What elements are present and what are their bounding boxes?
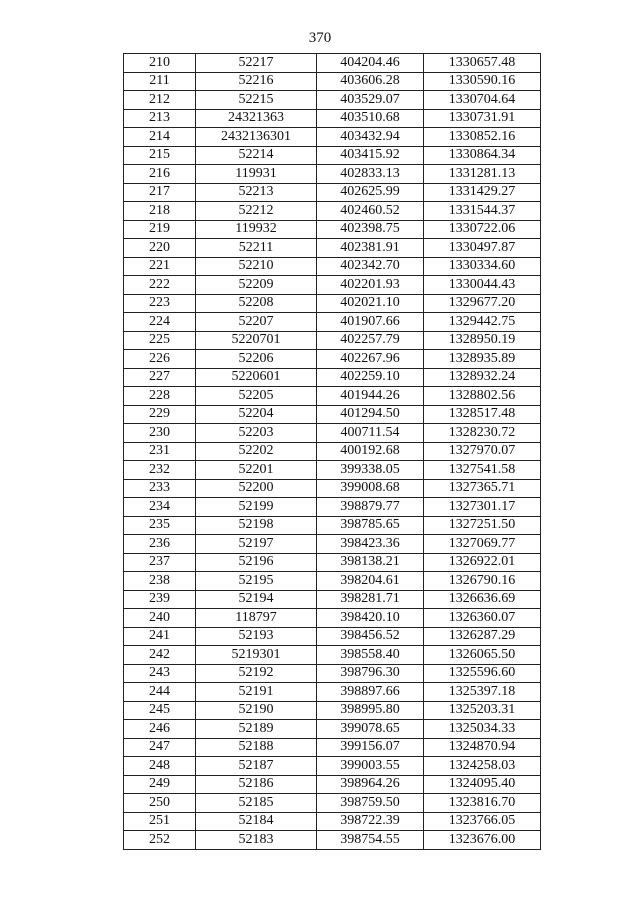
row-number-cell: 246: [124, 720, 196, 739]
table-row: [124, 646, 541, 665]
row-number-cell: 245: [124, 701, 196, 720]
y-coordinate-cell: 1330722.06: [424, 220, 541, 239]
point-id-cell: 52198: [196, 516, 317, 535]
row-number-cell: 211: [124, 72, 196, 91]
x-coordinate-cell: 403510.68: [317, 109, 424, 128]
table-row: [124, 572, 541, 591]
row-number-cell: 212: [124, 91, 196, 110]
point-id-cell: 52216: [196, 72, 317, 91]
y-coordinate-cell: 1327301.17: [424, 498, 541, 517]
row-number-cell: 219: [124, 220, 196, 239]
y-coordinate-cell: 1327970.07: [424, 442, 541, 461]
x-coordinate-cell: 400711.54: [317, 424, 424, 443]
x-coordinate-cell: 402342.70: [317, 257, 424, 276]
row-number-cell: 249: [124, 775, 196, 794]
coordinates-table-body: [124, 54, 541, 850]
x-coordinate-cell: 401294.50: [317, 405, 424, 424]
table-row: [124, 202, 541, 221]
point-id-cell: 52200: [196, 479, 317, 498]
row-number-cell: 235: [124, 516, 196, 535]
row-number-cell: 223: [124, 294, 196, 313]
table-row: [124, 54, 541, 73]
y-coordinate-cell: 1326790.16: [424, 572, 541, 591]
table-row: [124, 757, 541, 776]
table-row: [124, 294, 541, 313]
table-row: [124, 461, 541, 480]
x-coordinate-cell: 402267.96: [317, 350, 424, 369]
row-number-cell: 225: [124, 331, 196, 350]
y-coordinate-cell: 1326922.01: [424, 553, 541, 572]
point-id-cell: 52202: [196, 442, 317, 461]
table-row: [124, 165, 541, 184]
row-number-cell: 220: [124, 239, 196, 258]
row-number-cell: 238: [124, 572, 196, 591]
x-coordinate-cell: 401907.66: [317, 313, 424, 332]
point-id-cell: 52213: [196, 183, 317, 202]
point-id-cell: 52190: [196, 701, 317, 720]
row-number-cell: 218: [124, 202, 196, 221]
x-coordinate-cell: 400192.68: [317, 442, 424, 461]
y-coordinate-cell: 1324258.03: [424, 757, 541, 776]
point-id-cell: 52205: [196, 387, 317, 406]
x-coordinate-cell: 404204.46: [317, 54, 424, 73]
row-number-cell: 215: [124, 146, 196, 165]
table-row: [124, 405, 541, 424]
row-number-cell: 231: [124, 442, 196, 461]
point-id-cell: 52185: [196, 794, 317, 813]
point-id-cell: 52189: [196, 720, 317, 739]
y-coordinate-cell: 1330497.87: [424, 239, 541, 258]
x-coordinate-cell: 402398.75: [317, 220, 424, 239]
x-coordinate-cell: 403606.28: [317, 72, 424, 91]
table-row: [124, 479, 541, 498]
row-number-cell: 234: [124, 498, 196, 517]
row-number-cell: 233: [124, 479, 196, 498]
table-row: [124, 701, 541, 720]
x-coordinate-cell: 403432.94: [317, 128, 424, 147]
y-coordinate-cell: 1325203.31: [424, 701, 541, 720]
y-coordinate-cell: 1328932.24: [424, 368, 541, 387]
row-number-cell: 221: [124, 257, 196, 276]
row-number-cell: 226: [124, 350, 196, 369]
y-coordinate-cell: 1328935.89: [424, 350, 541, 369]
row-number-cell: 239: [124, 590, 196, 609]
row-number-cell: 252: [124, 831, 196, 850]
y-coordinate-cell: 1323676.00: [424, 831, 541, 850]
point-id-cell: 52187: [196, 757, 317, 776]
table-row: [124, 257, 541, 276]
point-id-cell: 52197: [196, 535, 317, 554]
row-number-cell: 222: [124, 276, 196, 295]
x-coordinate-cell: 402625.99: [317, 183, 424, 202]
point-id-cell: 52206: [196, 350, 317, 369]
row-number-cell: 217: [124, 183, 196, 202]
table-row: [124, 664, 541, 683]
x-coordinate-cell: 398558.40: [317, 646, 424, 665]
point-id-cell: 52203: [196, 424, 317, 443]
y-coordinate-cell: 1327541.58: [424, 461, 541, 480]
table-row: [124, 72, 541, 91]
y-coordinate-cell: 1326287.29: [424, 627, 541, 646]
point-id-cell: 52208: [196, 294, 317, 313]
x-coordinate-cell: 399078.65: [317, 720, 424, 739]
point-id-cell: 52192: [196, 664, 317, 683]
row-number-cell: 229: [124, 405, 196, 424]
table-row: [124, 720, 541, 739]
row-number-cell: 244: [124, 683, 196, 702]
y-coordinate-cell: 1327251.50: [424, 516, 541, 535]
row-number-cell: 241: [124, 627, 196, 646]
x-coordinate-cell: 399338.05: [317, 461, 424, 480]
row-number-cell: 227: [124, 368, 196, 387]
table-row: [124, 535, 541, 554]
point-id-cell: 52201: [196, 461, 317, 480]
point-id-cell: 52186: [196, 775, 317, 794]
row-number-cell: 247: [124, 738, 196, 757]
row-number-cell: 224: [124, 313, 196, 332]
x-coordinate-cell: 398897.66: [317, 683, 424, 702]
table-row: [124, 220, 541, 239]
row-number-cell: 242: [124, 646, 196, 665]
y-coordinate-cell: 1328950.19: [424, 331, 541, 350]
y-coordinate-cell: 1328230.72: [424, 424, 541, 443]
table-row: [124, 313, 541, 332]
page-number: 370: [308, 30, 332, 46]
table-row: [124, 368, 541, 387]
point-id-cell: 5220601: [196, 368, 317, 387]
point-id-cell: 118797: [196, 609, 317, 628]
y-coordinate-cell: 1323766.05: [424, 812, 541, 831]
x-coordinate-cell: 402833.13: [317, 165, 424, 184]
table-row: [124, 590, 541, 609]
x-coordinate-cell: 398281.71: [317, 590, 424, 609]
y-coordinate-cell: 1330852.16: [424, 128, 541, 147]
table-row: [124, 387, 541, 406]
row-number-cell: 210: [124, 54, 196, 73]
row-number-cell: 237: [124, 553, 196, 572]
point-id-cell: 52214: [196, 146, 317, 165]
point-id-cell: 52193: [196, 627, 317, 646]
table-row: [124, 794, 541, 813]
point-id-cell: 52204: [196, 405, 317, 424]
y-coordinate-cell: 1330704.64: [424, 91, 541, 110]
table-row: [124, 109, 541, 128]
x-coordinate-cell: 398796.30: [317, 664, 424, 683]
x-coordinate-cell: 399003.55: [317, 757, 424, 776]
row-number-cell: 214: [124, 128, 196, 147]
y-coordinate-cell: 1326065.50: [424, 646, 541, 665]
table-row: [124, 553, 541, 572]
point-id-cell: 52209: [196, 276, 317, 295]
y-coordinate-cell: 1325596.60: [424, 664, 541, 683]
row-number-cell: 230: [124, 424, 196, 443]
row-number-cell: 236: [124, 535, 196, 554]
table-row: [124, 812, 541, 831]
x-coordinate-cell: 398964.26: [317, 775, 424, 794]
table-row: [124, 128, 541, 147]
x-coordinate-cell: 398785.65: [317, 516, 424, 535]
row-number-cell: 228: [124, 387, 196, 406]
point-id-cell: 52217: [196, 54, 317, 73]
point-id-cell: 119931: [196, 165, 317, 184]
x-coordinate-cell: 399008.68: [317, 479, 424, 498]
x-coordinate-cell: 402259.10: [317, 368, 424, 387]
point-id-cell: 119932: [196, 220, 317, 239]
coordinates-table: [123, 53, 541, 850]
y-coordinate-cell: 1328517.48: [424, 405, 541, 424]
y-coordinate-cell: 1325034.33: [424, 720, 541, 739]
x-coordinate-cell: 402021.10: [317, 294, 424, 313]
table-row: [124, 831, 541, 850]
y-coordinate-cell: 1325397.18: [424, 683, 541, 702]
point-id-cell: 52210: [196, 257, 317, 276]
point-id-cell: 52191: [196, 683, 317, 702]
table-row: [124, 683, 541, 702]
y-coordinate-cell: 1327365.71: [424, 479, 541, 498]
y-coordinate-cell: 1330334.60: [424, 257, 541, 276]
y-coordinate-cell: 1324870.94: [424, 738, 541, 757]
row-number-cell: 243: [124, 664, 196, 683]
x-coordinate-cell: 402201.93: [317, 276, 424, 295]
x-coordinate-cell: 398456.52: [317, 627, 424, 646]
x-coordinate-cell: 402381.91: [317, 239, 424, 258]
x-coordinate-cell: 402460.52: [317, 202, 424, 221]
x-coordinate-cell: 402257.79: [317, 331, 424, 350]
x-coordinate-cell: 399156.07: [317, 738, 424, 757]
y-coordinate-cell: 1327069.77: [424, 535, 541, 554]
row-number-cell: 232: [124, 461, 196, 480]
table-row: [124, 276, 541, 295]
point-id-cell: 52184: [196, 812, 317, 831]
y-coordinate-cell: 1328802.56: [424, 387, 541, 406]
point-id-cell: 5219301: [196, 646, 317, 665]
table-row: [124, 239, 541, 258]
x-coordinate-cell: 401944.26: [317, 387, 424, 406]
y-coordinate-cell: 1331544.37: [424, 202, 541, 221]
table-row: [124, 516, 541, 535]
table-row: [124, 91, 541, 110]
x-coordinate-cell: 398423.36: [317, 535, 424, 554]
y-coordinate-cell: 1324095.40: [424, 775, 541, 794]
table-row: [124, 183, 541, 202]
point-id-cell: 24321363: [196, 109, 317, 128]
x-coordinate-cell: 398995.80: [317, 701, 424, 720]
table-row: [124, 350, 541, 369]
point-id-cell: 52212: [196, 202, 317, 221]
table-row: [124, 424, 541, 443]
point-id-cell: 52199: [196, 498, 317, 517]
table-row: [124, 738, 541, 757]
y-coordinate-cell: 1330864.34: [424, 146, 541, 165]
y-coordinate-cell: 1330657.48: [424, 54, 541, 73]
y-coordinate-cell: 1331429.27: [424, 183, 541, 202]
table-row: [124, 775, 541, 794]
x-coordinate-cell: 398420.10: [317, 609, 424, 628]
point-id-cell: 52188: [196, 738, 317, 757]
y-coordinate-cell: 1329442.75: [424, 313, 541, 332]
table-row: [124, 498, 541, 517]
y-coordinate-cell: 1329677.20: [424, 294, 541, 313]
point-id-cell: 52215: [196, 91, 317, 110]
y-coordinate-cell: 1330590.16: [424, 72, 541, 91]
point-id-cell: 52196: [196, 553, 317, 572]
y-coordinate-cell: 1331281.13: [424, 165, 541, 184]
point-id-cell: 52207: [196, 313, 317, 332]
x-coordinate-cell: 398754.55: [317, 831, 424, 850]
x-coordinate-cell: 398759.50: [317, 794, 424, 813]
point-id-cell: 52195: [196, 572, 317, 591]
table-row: [124, 609, 541, 628]
point-id-cell: 52183: [196, 831, 317, 850]
x-coordinate-cell: 398138.21: [317, 553, 424, 572]
point-id-cell: 52194: [196, 590, 317, 609]
row-number-cell: 250: [124, 794, 196, 813]
row-number-cell: 251: [124, 812, 196, 831]
y-coordinate-cell: 1323816.70: [424, 794, 541, 813]
row-number-cell: 248: [124, 757, 196, 776]
point-id-cell: 52211: [196, 239, 317, 258]
table-row: [124, 627, 541, 646]
table-row: [124, 146, 541, 165]
row-number-cell: 213: [124, 109, 196, 128]
x-coordinate-cell: 398204.61: [317, 572, 424, 591]
y-coordinate-cell: 1330731.91: [424, 109, 541, 128]
point-id-cell: 5220701: [196, 331, 317, 350]
x-coordinate-cell: 398722.39: [317, 812, 424, 831]
x-coordinate-cell: 403415.92: [317, 146, 424, 165]
y-coordinate-cell: 1326636.69: [424, 590, 541, 609]
x-coordinate-cell: 403529.07: [317, 91, 424, 110]
x-coordinate-cell: 398879.77: [317, 498, 424, 517]
y-coordinate-cell: 1330044.43: [424, 276, 541, 295]
y-coordinate-cell: 1326360.07: [424, 609, 541, 628]
table-row: [124, 442, 541, 461]
row-number-cell: 240: [124, 609, 196, 628]
point-id-cell: 2432136301: [196, 128, 317, 147]
row-number-cell: 216: [124, 165, 196, 184]
table-row: [124, 331, 541, 350]
